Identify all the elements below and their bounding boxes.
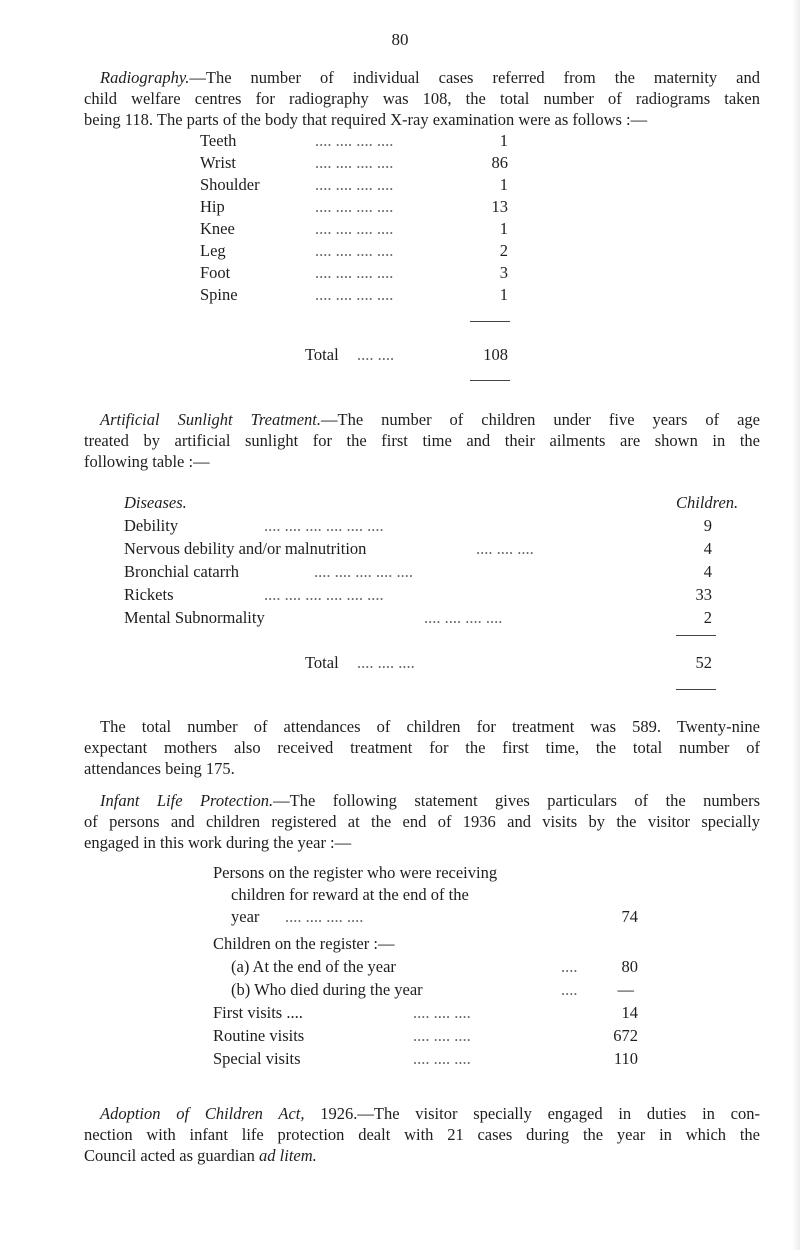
sunlight-line-2: treated by artificial sunlight for the first time and their ailments are shown in the: [84, 431, 760, 450]
subtotal-rule: [676, 635, 716, 636]
attendances-paragraph: [84, 716, 760, 779]
table-row: Hip .... .... .... .... 13: [200, 197, 508, 216]
table-row: Rickets .... .... .... .... .... .... 33: [124, 585, 712, 604]
column-header-children: Children.: [676, 493, 739, 512]
adoption-paragraph: [84, 1103, 761, 1166]
children-header: Children on the register :—: [213, 934, 395, 953]
infant-line-2: of persons and children registered at the end of 1936 and visits by the visitor specially: [84, 812, 760, 831]
persons-line-1: Persons on the register who were receiving: [213, 863, 498, 882]
table-row: First visits .... .... .... .... 14: [213, 1003, 638, 1022]
table-row: year .... .... .... .... 74: [231, 907, 638, 926]
page-edge-shadow: [792, 0, 800, 1250]
table-row: (a) At the end of the year .... 80: [231, 957, 638, 976]
adoption-line-3: Council acted as guardian: [84, 1146, 260, 1165]
attendances-line-2: expectant mothers also received treatment for the first time, the total number of: [84, 738, 760, 757]
total-row: Total .... .... 108: [305, 345, 508, 364]
table-row: (b) Who died during the year .... —: [231, 980, 634, 999]
column-header-diseases: Diseases.: [124, 493, 187, 512]
adoption-line-1: 1926.—The visitor specially engaged in duties in con-: [304, 1104, 761, 1123]
adoption-line-2: nection with infant life protection dealt with 21 cases during the year in which the: [84, 1125, 760, 1144]
total-rule: [470, 380, 510, 381]
table-row: Shoulder .... .... .... .... 1: [200, 175, 508, 194]
table-row: Bronchial catarrh .... .... .... .... .... 4: [124, 562, 712, 581]
table-row: Nervous debility and/or malnutrition .... .... .... 4: [124, 539, 712, 558]
table-row: Knee .... .... .... .... 1: [200, 219, 508, 238]
sunlight-line-1: —The number of children under five years of age: [321, 410, 760, 429]
table-row: Routine visits .... .... .... 672: [213, 1026, 638, 1045]
sunlight-paragraph: [84, 409, 760, 472]
attendances-line-3: attendances being 175.: [84, 759, 235, 778]
table-row: Leg .... .... .... .... 2: [200, 241, 508, 260]
subtotal-rule: [470, 321, 510, 322]
sunlight-line-3: following table :—: [84, 452, 210, 471]
infant-paragraph: [84, 790, 760, 853]
ad-litem: ad litem.: [259, 1146, 317, 1165]
radiography-heading: Radiography.: [100, 68, 190, 87]
table-row: Foot .... .... .... .... 3: [200, 263, 508, 282]
table-row: Wrist .... .... .... .... 86: [200, 153, 508, 172]
total-rule: [676, 689, 716, 690]
infant-heading: Infant Life Protection.: [100, 791, 274, 810]
adoption-heading: Adoption of Children Act,: [100, 1104, 305, 1123]
total-row: Total .... .... .... 52: [305, 653, 712, 672]
attendances-line-1: The total number of attendances of children for treatment was 589. Twenty-nine: [100, 717, 760, 736]
persons-line-2: children for reward at the end of the: [231, 885, 469, 904]
table-row: Spine .... .... .... .... 1: [200, 285, 508, 304]
radiography-line-1: —The number of individual cases referred from the maternity and: [189, 68, 760, 87]
table-row: Mental Subnormality .... .... .... .... 2: [124, 608, 712, 627]
page-number: 80: [391, 30, 409, 49]
table-row: Debility .... .... .... .... .... .... 9: [124, 516, 712, 535]
infant-line-3: engaged in this work during the year :—: [84, 833, 352, 852]
table-row: Special visits .... .... .... 110: [213, 1049, 638, 1068]
sunlight-heading: Artificial Sunlight Treatment.: [100, 410, 322, 429]
infant-line-1: —The following statement gives particulars of the numbers: [273, 791, 760, 810]
radiography-line-2: child welfare centres for radiography was 108, the total number of radiograms taken: [84, 89, 760, 108]
radiography-paragraph: [84, 67, 760, 130]
radiography-line-3: being 118. The parts of the body that required X-ray examination were as follows :—: [84, 110, 648, 129]
table-row: Teeth .... .... .... .... 1: [200, 131, 508, 150]
